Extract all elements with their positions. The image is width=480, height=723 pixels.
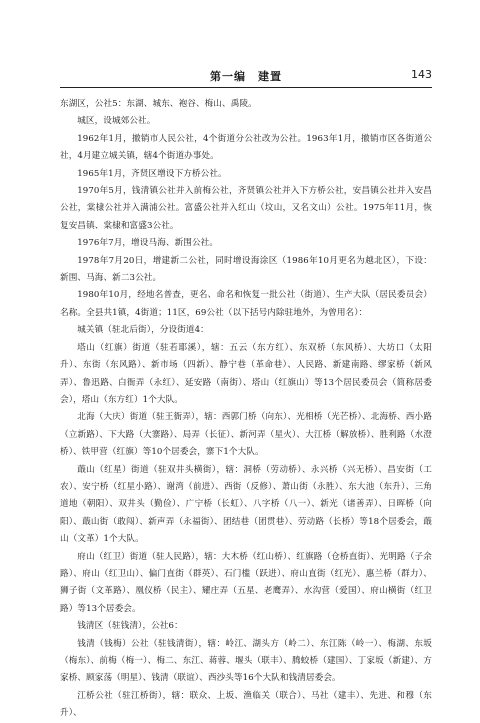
- body-paragraph: 钱清区（驻钱清），公社6：: [77, 621, 183, 632]
- body-paragraph: 塔山（红旗）街道（驻若耶溪），辖：五云（东方红）、东双桥（东风桥）、大坊口（太阳升）、东街（东风路）、新市场（四新）、静宁巷（革命巷）、人民路、新建南路、缪家桥（新风弄）、鲁迅路、白衙弄（永红）、延安路（南街）、塔山（红旗山）等13个居民委员会（简称居委会），塔山（东方红）1个大队。: [60, 342, 432, 405]
- body-paragraph: 城关镇（驻北后街），分设街道4：: [77, 325, 209, 336]
- page-header-title: 第一编 建置: [210, 70, 282, 83]
- body-paragraph: 江桥公社（驻江桥街），辖：联众、上坂、渔临关（联合）、马社（建丰）、先进、和穆（东升）、: [60, 690, 432, 719]
- page-header: [60, 66, 432, 92]
- body-paragraph: 府山（红卫）街道（驻人民路），辖：大木桥（红山桥）、红旗路（仓桥直街）、光明路（子余路）、府山（红卫山）、偏门直街（群英）、石门槛（跃进）、府山直街（红光）、惠兰桥（群力）、狮子街（文革路）、凰仪桥（民主）、耀庄弄（五星、老鹰弄）、水沟营（爱国）、府山横街（红卫路）等13个居委会。: [60, 551, 432, 614]
- page-number: 143: [411, 68, 432, 81]
- page-body: [60, 96, 432, 723]
- body-paragraph: 1962年1月，撤销市人民公社，4个街道分公社改为公社。1963年1月，撤销市区各街道公社，4月建立城关镇，辖4个街道办事处。: [60, 133, 432, 162]
- body-paragraph: 钱清（钱梅）公社（驻钱清街），辖：岭江、湖头方（岭二）、东江陈（岭一）、梅湖、东坂（梅东）、前梅（梅一）、梅二、东江、蒋蓉、堰头（联丰）、腾蛟桥（建国）、丁家坂（新建）、方家桥、顾家荡（明星）、钱清（联谊）、西沙头等16个大队和钱清居委会。: [60, 638, 432, 684]
- body-paragraph: 1980年10月，经地名普查，更名、命名和恢复一批公社（街道）、生产大队（居民委员会）名称。全县共1镇，4街道；11区，69公社（以下括号内除驻地外，为曾用名）：: [60, 290, 432, 318]
- body-paragraph: 城区，设城郊公社。: [77, 116, 156, 127]
- body-paragraph: 1970年5月，钱清镇公社并入前梅公社，齐贤镇公社并入下方桥公社，安昌镇公社并入安昌公社，棠棣公社并入满浦公社。富盛公社并入红山（坟山，又名文山）公社。1975年11月，恢复安昌镇、棠棣和富盛3公社。: [60, 186, 432, 231]
- body-paragraph: 1965年1月，齐贤区增设下方桥公社。: [77, 168, 227, 179]
- body-paragraph: 1976年7月，增设马海、新围公社。: [77, 238, 219, 249]
- header-rule: [60, 87, 432, 88]
- body-paragraph: 北海（大庆）街道（驻王衙弄），辖：西郭门桥（向东）、光相桥（光芒桥）、北海桥、西小路（立新路）、下大路（大寨路）、局弄（长征）、新河弄（星火）、大江桥（解放桥）、胜利路（水澄桥）、铁甲营（红旗）等10个居委会，寨下1个大队。: [60, 412, 432, 458]
- body-paragraph: 1978年7月20日，增建新二公社，同时增设海涂区（1986年10月更名为越北区），下设：新围、马海、新二3公社。: [60, 255, 432, 284]
- body-paragraph: 东湖区，公社5：东湖、城东、袍谷、梅山、禹陵。: [60, 99, 257, 109]
- body-paragraph: 蕺山（红星）街道（驻双井头横街），辖：洞桥（劳动桥）、永兴桥（兴无桥）、昌安街（工农）、安宁桥（红星小路）、谢湾（前进）、西街（反修）、萧山街（永胜）、东大池（东升）、三角道地（朝阳）、双井头（勤俭）、广宁桥（长虹）、八字桥（八一）、新光（诸善弄）、日晖桥（向阳）、蕺山街（敢闯）、新声弄（永福街）、团结巷（团贯巷）、劳动路（长桥）等18个居委会，蕺山（文革）1个大队。: [60, 464, 432, 545]
